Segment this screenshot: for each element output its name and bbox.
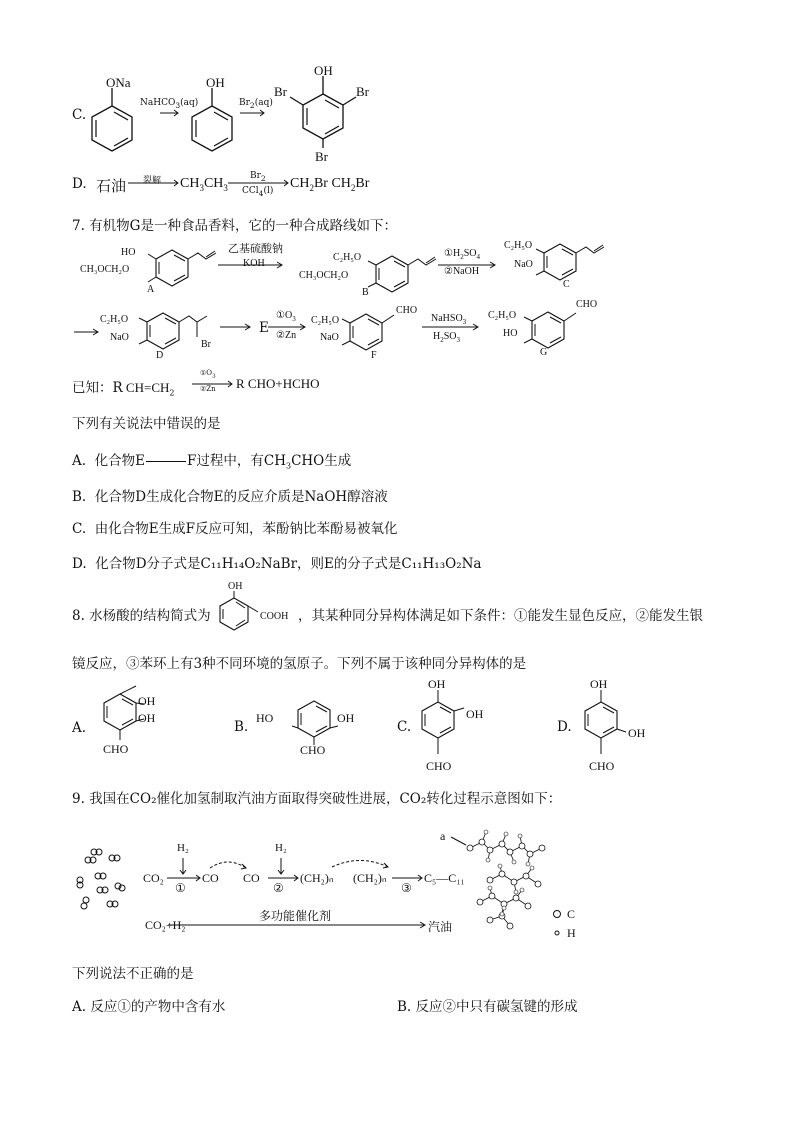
q8-option-b-key: B. bbox=[234, 719, 249, 735]
label-d: D bbox=[156, 350, 164, 361]
oh-group: OH bbox=[206, 75, 225, 90]
d-br: Br bbox=[201, 339, 211, 350]
reagent-ab-top: 乙基硫酸钠 bbox=[228, 242, 283, 255]
q8-c-cho: CHO bbox=[426, 759, 452, 773]
label-g: G bbox=[540, 347, 548, 358]
c-nao: NaO bbox=[514, 259, 533, 270]
q8-option-d-key: D. bbox=[557, 719, 572, 735]
co-label-1: CO bbox=[202, 871, 219, 885]
q8-c-oh-side: OH bbox=[466, 707, 484, 721]
q8-d-oh-side: OH bbox=[628, 726, 646, 740]
q8-stem-b: ，其某种同分异构体满足如下条件：①能发生显色反应，②能发生银 bbox=[298, 608, 703, 624]
q8-a-cho: CHO bbox=[103, 742, 129, 756]
g-ho: HO bbox=[503, 328, 518, 339]
ona-group: ONa bbox=[106, 75, 131, 90]
a-ch3och2o: CH₃OCH₂O bbox=[80, 264, 130, 275]
q7-option-a: A. 化合物E F过程中，有$CH_3CHO$生成 bbox=[72, 453, 352, 471]
br-bottom: Br bbox=[315, 149, 328, 164]
reagent-fg-top: NaHSO$_3$ bbox=[431, 313, 467, 326]
c5-c11-label: C₅—C₁₁ bbox=[424, 871, 465, 885]
reagent-br2: $Br_2(aq)$ bbox=[239, 98, 273, 110]
label-f: F bbox=[371, 350, 377, 361]
reagent-bc-bottom: ②NaOH bbox=[444, 266, 480, 277]
q7-option-b: B. 化合物D生成化合物E的反应介质是NaOH醇溶液 bbox=[72, 489, 388, 505]
label-e: E bbox=[259, 320, 269, 336]
d-step1: 裂解 bbox=[143, 176, 162, 186]
ch2n-label-2: (CH₂)ₙ bbox=[353, 871, 387, 885]
d-nao: NaO bbox=[110, 332, 129, 343]
known-reaction: 已知：R $CH=CH_2$ bbox=[72, 380, 175, 398]
f-nao: NaO bbox=[320, 332, 339, 343]
d-start: 石油 bbox=[96, 177, 127, 195]
d-c2h5o: C₂H₅O bbox=[100, 314, 129, 325]
reagent-e-top: $①O_3$ bbox=[276, 310, 296, 323]
salicylic-cooh: COOH bbox=[260, 611, 289, 622]
product-label: 汽油 bbox=[428, 920, 453, 934]
q8-stem-a: 8. 水杨酸的结构简式为 bbox=[72, 608, 211, 624]
q8-c-oh-top: OH bbox=[428, 677, 446, 691]
legend-c: C bbox=[567, 907, 576, 921]
known-product: R CHO+HCHO bbox=[236, 376, 320, 391]
salicylic-oh: OH bbox=[228, 581, 243, 592]
h2-label-2: H₂ bbox=[275, 842, 287, 854]
a-ho: HO bbox=[121, 247, 136, 258]
q7-question: 下列有关说法中错误的是 bbox=[72, 416, 221, 432]
f-cho: CHO bbox=[396, 305, 418, 316]
d-mid: $CH_3CH_3$ bbox=[180, 176, 228, 193]
q9-stem: 9. 我国在CO₂催化加氢制取汽油方面取得突破性进展，CO₂转化过程示意图如下： bbox=[72, 791, 562, 807]
q8-b-ho: HO bbox=[256, 711, 274, 725]
reagent-bc-top: $①H_2SO_4$ bbox=[444, 248, 480, 261]
known-cond-bottom: ②Zn bbox=[200, 385, 216, 393]
label-a: A bbox=[147, 284, 155, 295]
g-c2h5o: C₂H₅O bbox=[488, 310, 517, 321]
co-label-2: CO bbox=[243, 871, 260, 885]
q7-option-c: C. 由化合物E生成F反应可知，苯酚钠比苯酚易被氧化 bbox=[72, 521, 398, 537]
label-c: C bbox=[563, 279, 570, 290]
reagent-ab-bottom: KOH bbox=[243, 258, 265, 269]
step-3: ③ bbox=[401, 881, 412, 895]
b-c2h5o: C₂H₅O bbox=[333, 252, 362, 263]
oh-group-tribromo: OH bbox=[314, 63, 333, 78]
q8-d-cho: CHO bbox=[589, 759, 615, 773]
q8-option-c-key: C. bbox=[397, 719, 412, 735]
q7-option-d: D. 化合物D分子式是C₁₁H₁₄O₂NaBr，则E的分子式是C₁₁H₁₃O₂Na bbox=[72, 556, 482, 572]
br-right: Br bbox=[356, 84, 369, 99]
q8-d-oh-top: OH bbox=[590, 677, 608, 691]
g-cho: CHO bbox=[576, 299, 598, 310]
q9-question: 下列说法不正确的是 bbox=[72, 966, 194, 982]
c-c2h5o: C₂H₅O bbox=[504, 240, 533, 251]
legend-h: H bbox=[567, 926, 576, 940]
q9-option-a: A. 反应①的产物中含有水 bbox=[72, 999, 226, 1015]
q8-option-a-key: A. bbox=[72, 720, 87, 736]
ch2n-label-1: (CH₂)ₙ bbox=[300, 871, 334, 885]
q8-stem-c: 镜反应，③苯环上有3种不同环境的氢原子。下列不属于该种同分异构体的是 bbox=[72, 656, 527, 672]
step-2: ② bbox=[273, 881, 284, 895]
b-ch3och2o: CH₃OCH₂O bbox=[299, 270, 349, 281]
reagent-nahco3: NaHCO$_3$(aq) bbox=[140, 98, 199, 110]
d-end: $CH_2Br$ $CH_2Br$ bbox=[290, 176, 370, 193]
f-c2h5o: C₂H₅O bbox=[311, 315, 340, 326]
option-d-key: D. bbox=[72, 176, 87, 192]
known-cond-top: $①O_3$ bbox=[200, 369, 216, 380]
reagent-e-bottom: ②Zn bbox=[276, 330, 297, 341]
br-left: Br bbox=[274, 84, 287, 99]
q8-a-oh2: OH bbox=[138, 711, 156, 725]
q9-option-b: B. 反应②中只有碳氢键的形成 bbox=[397, 999, 578, 1015]
d-step2-top: $Br_2$ bbox=[250, 171, 266, 183]
co2-label: CO₂ bbox=[143, 871, 164, 885]
label-b: B bbox=[362, 287, 369, 298]
q8-b-oh: OH bbox=[337, 711, 355, 725]
feed-label: CO₂+H₂ bbox=[145, 918, 186, 932]
catalyst-label: 多功能催化剂 bbox=[259, 909, 332, 923]
h2-label-1: H₂ bbox=[177, 842, 189, 854]
q8-a-oh1: OH bbox=[138, 694, 156, 708]
d-step2-bottom: CCl$_4$(l) bbox=[242, 186, 274, 198]
q7-synthesis-scheme bbox=[70, 235, 750, 365]
label-a-pointer: a bbox=[440, 829, 446, 843]
q8-b-cho: CHO bbox=[300, 743, 326, 757]
reagent-fg-bottom: $H_2SO_3$ bbox=[433, 331, 461, 344]
q7-stem: 7. 有机物G是一种食品香料，它的一种合成路线如下： bbox=[72, 218, 397, 234]
option-c-key: C. bbox=[72, 107, 87, 123]
step-1: ① bbox=[175, 881, 186, 895]
